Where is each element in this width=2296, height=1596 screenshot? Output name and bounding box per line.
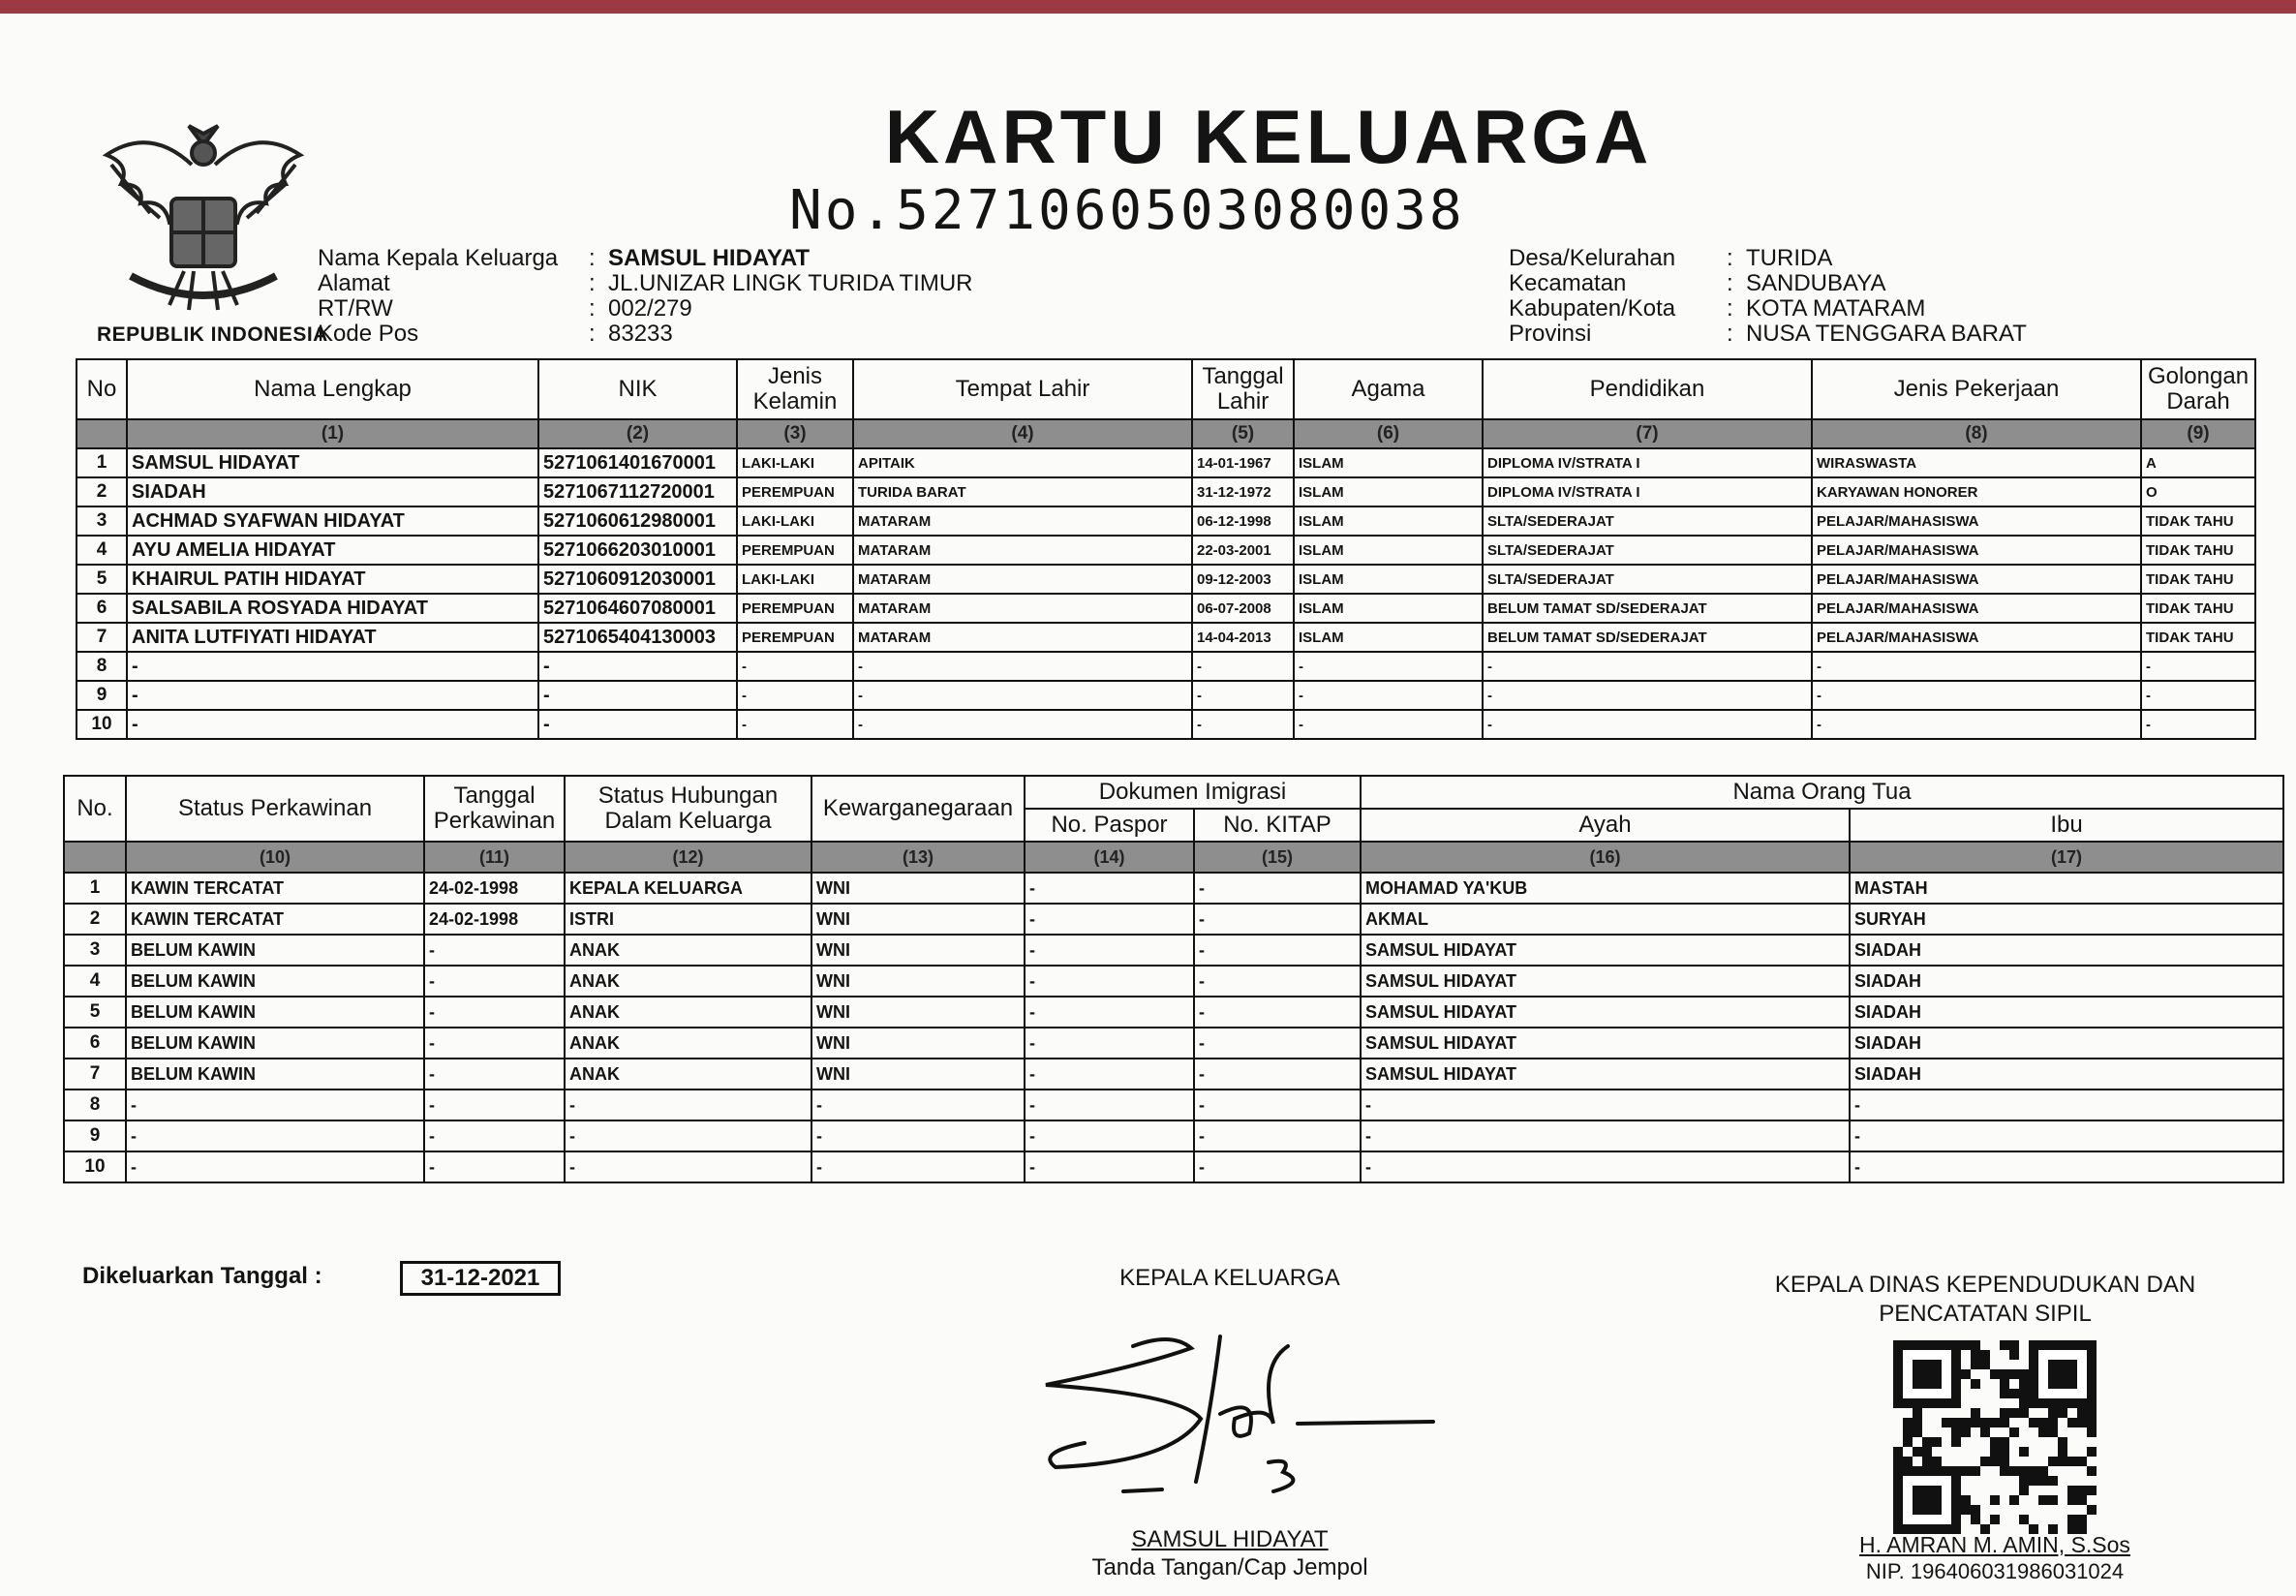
family-cell: 7 [64, 1059, 126, 1090]
member-cell: 4 [77, 536, 127, 565]
family-cell: - [1194, 1090, 1361, 1120]
family-cell: - [126, 1151, 424, 1182]
member-row [77, 681, 2255, 710]
family-cell: 6 [64, 1028, 126, 1059]
member-cell: 7 [77, 623, 127, 652]
member-cell: KHAIRUL PATIH HIDAYAT [127, 565, 538, 594]
family-cell: SAMSUL HIDAYAT [1361, 997, 1850, 1028]
family-cell: WNI [811, 966, 1025, 997]
column-number-row [77, 419, 2255, 448]
family-cell: ANAK [565, 966, 811, 997]
member-cell: SALSABILA ROSYADA HIDAYAT [127, 594, 538, 623]
member-cell: DIPLOMA IV/STRATA I [1483, 448, 1812, 477]
family-cell: - [1850, 1151, 2283, 1182]
family-cell: 5 [64, 997, 126, 1028]
member-cell: SIADAH [127, 477, 538, 506]
header-blood-type: Golongan Darah [2141, 359, 2255, 419]
header-passport-no: No. Paspor [1025, 809, 1194, 842]
family-cell: - [565, 1151, 811, 1182]
family-cell: BELUM KAWIN [126, 1028, 424, 1059]
family-cell: SIADAH [1850, 966, 2283, 997]
family-cell: SIADAH [1850, 997, 2283, 1028]
family-cell: WNI [811, 904, 1025, 935]
family-cell: - [1194, 1120, 1361, 1151]
member-cell: - [2141, 681, 2255, 710]
member-cell: ISLAM [1294, 506, 1483, 536]
family-cell: ANAK [565, 935, 811, 966]
family-cell: ANAK [565, 997, 811, 1028]
family-row [64, 1090, 2283, 1120]
family-cell: 8 [64, 1090, 126, 1120]
col-number: (8) [1812, 419, 2141, 448]
member-cell: MATARAM [853, 594, 1192, 623]
member-cell: 8 [77, 652, 127, 681]
member-cell: - [1483, 681, 1812, 710]
member-cell: 6 [77, 594, 127, 623]
member-cell: MATARAM [853, 565, 1192, 594]
address-value: JL.UNIZAR LINGK TURIDA TIMUR [608, 270, 973, 296]
family-cell: - [1194, 1151, 1361, 1182]
family-cell: 10 [64, 1151, 126, 1182]
member-cell: SLTA/SEDERAJAT [1483, 506, 1812, 536]
header-occupation: Jenis Pekerjaan [1812, 359, 2141, 419]
member-cell: ISLAM [1294, 594, 1483, 623]
member-cell: 22-03-2001 [1192, 536, 1294, 565]
family-row [64, 1120, 2283, 1151]
member-cell: - [1812, 652, 2141, 681]
member-cell: - [127, 652, 538, 681]
col-number: (7) [1483, 419, 1812, 448]
family-cell: MOHAMAD YA'KUB [1361, 873, 1850, 904]
member-cell: ISLAM [1294, 448, 1483, 477]
family-cell: - [126, 1120, 424, 1151]
col-number: (12) [565, 842, 811, 873]
family-cell: ANAK [565, 1059, 811, 1090]
header-education: Pendidikan [1483, 359, 1812, 419]
member-cell: - [1294, 681, 1483, 710]
family-cell: SIADAH [1850, 1059, 2283, 1090]
postal-code-value: 83233 [608, 321, 673, 347]
member-cell: ISLAM [1294, 565, 1483, 594]
member-cell: TURIDA BARAT [853, 477, 1192, 506]
province-label: Provinsi [1509, 321, 1592, 347]
family-row [64, 966, 2283, 997]
col-number: (5) [1192, 419, 1294, 448]
family-cell: - [1025, 997, 1194, 1028]
family-cell: - [1361, 1151, 1850, 1182]
col-number: (9) [2141, 419, 2255, 448]
member-row [77, 710, 2255, 739]
member-cell: PELAJAR/MAHASISWA [1812, 623, 2141, 652]
document-title: KARTU KELUARGA [884, 94, 1653, 179]
civil-registry-title-line2: PENCATATAN SIPIL [1879, 1301, 2092, 1327]
member-cell: TIDAK TAHU [2141, 536, 2255, 565]
member-row [77, 623, 2255, 652]
member-cell: ISLAM [1294, 477, 1483, 506]
column-number-row [64, 842, 2283, 873]
member-cell: - [538, 681, 737, 710]
family-cell: ANAK [565, 1028, 811, 1059]
family-cell: - [565, 1090, 811, 1120]
member-cell: - [2141, 710, 2255, 739]
family-cell: - [424, 966, 565, 997]
member-cell: PELAJAR/MAHASISWA [1812, 565, 2141, 594]
member-cell: - [737, 681, 853, 710]
member-cell: 5271067112720001 [538, 477, 737, 506]
member-cell: 9 [77, 681, 127, 710]
member-cell: PEREMPUAN [737, 477, 853, 506]
member-cell: - [1812, 681, 2141, 710]
member-cell: TIDAK TAHU [2141, 506, 2255, 536]
member-cell: TIDAK TAHU [2141, 623, 2255, 652]
member-cell: BELUM TAMAT SD/SEDERAJAT [1483, 594, 1812, 623]
province-value: NUSA TENGGARA BARAT [1746, 321, 2027, 347]
col-number: (1) [127, 419, 538, 448]
member-cell: 14-01-1967 [1192, 448, 1294, 477]
family-cell: SURYAH [1850, 904, 2283, 935]
member-cell: APITAIK [853, 448, 1192, 477]
member-cell: ANITA LUTFIYATI HIDAYAT [127, 623, 538, 652]
header-no: No. [64, 776, 126, 842]
header-mother: Ibu [1850, 809, 2283, 842]
garuda-emblem-icon [92, 107, 315, 329]
col-number [64, 842, 126, 873]
family-cell: WNI [811, 935, 1025, 966]
family-cell: SIADAH [1850, 935, 2283, 966]
member-cell: 06-07-2008 [1192, 594, 1294, 623]
member-cell: PELAJAR/MAHASISWA [1812, 506, 2141, 536]
family-cell: - [1194, 997, 1361, 1028]
family-cell: 24-02-1998 [424, 873, 565, 904]
member-cell: LAKI-LAKI [737, 506, 853, 536]
family-card-number: No.5271060503080038 [789, 179, 1465, 242]
family-cell: 9 [64, 1120, 126, 1151]
family-cell: BELUM KAWIN [126, 997, 424, 1028]
col-number [77, 419, 127, 448]
member-cell: 3 [77, 506, 127, 536]
head-of-family-label: Nama Kepala Keluarga [318, 245, 559, 271]
family-cell: - [1194, 1059, 1361, 1090]
col-number: (6) [1294, 419, 1483, 448]
handwritten-signature [1026, 1327, 1462, 1520]
header-birthdate: Tanggal Lahir [1192, 359, 1294, 419]
header-kitap-no: No. KITAP [1194, 809, 1361, 842]
member-cell: - [1294, 652, 1483, 681]
district-value: SANDUBAYA [1746, 270, 1886, 296]
family-cell: - [1850, 1120, 2283, 1151]
member-cell: - [127, 681, 538, 710]
member-cell: SLTA/SEDERAJAT [1483, 536, 1812, 565]
member-cell: - [127, 710, 538, 739]
member-cell: - [853, 710, 1192, 739]
member-cell: 5271061401670001 [538, 448, 737, 477]
member-cell: PEREMPUAN [737, 536, 853, 565]
member-cell: KARYAWAN HONORER [1812, 477, 2141, 506]
family-cell: - [424, 1028, 565, 1059]
family-cell: KEPALA KELUARGA [565, 873, 811, 904]
header-family-relation: Status Hubungan Dalam Keluarga [565, 776, 811, 842]
col-number: (4) [853, 419, 1192, 448]
header-father: Ayah [1361, 809, 1850, 842]
civil-registry-head-title [1743, 1271, 2227, 1329]
family-row [64, 997, 2283, 1028]
household-info-right: Desa/Kelurahan : TURIDA Kecamatan : SANDUBAYA Kabupaten/Kota : KOTA MATARAM Provinsi : NUSA TENGGARA BARAT [1509, 245, 2027, 347]
family-cell: - [1025, 1028, 1194, 1059]
issued-date-value: 31-12-2021 [400, 1261, 561, 1296]
village-value: TURIDA [1746, 245, 1833, 271]
family-cell: - [1025, 1090, 1194, 1120]
member-cell: PELAJAR/MAHASISWA [1812, 594, 2141, 623]
head-of-family-title: KEPALA KELUARGA [1119, 1265, 1340, 1291]
member-cell: - [1294, 710, 1483, 739]
member-cell: PEREMPUAN [737, 623, 853, 652]
member-cell: - [1812, 710, 2141, 739]
member-cell: ISLAM [1294, 623, 1483, 652]
family-cell: - [1850, 1090, 2283, 1120]
family-cell: - [1194, 966, 1361, 997]
family-cell: - [1025, 1120, 1194, 1151]
member-cell: MATARAM [853, 506, 1192, 536]
city-value: KOTA MATARAM [1746, 295, 1926, 322]
address-label: Alamat [318, 270, 390, 296]
issued-date-label: Dikeluarkan Tanggal : [82, 1263, 322, 1289]
member-cell: - [538, 710, 737, 739]
col-number: (14) [1025, 842, 1194, 873]
members-family-table [63, 775, 2284, 1183]
member-cell: - [1483, 710, 1812, 739]
family-cell: 4 [64, 966, 126, 997]
header-full-name: Nama Lengkap [127, 359, 538, 419]
member-cell: 09-12-2003 [1192, 565, 1294, 594]
member-cell: 14-04-2013 [1192, 623, 1294, 652]
family-cell: WNI [811, 1059, 1025, 1090]
member-cell: 2 [77, 477, 127, 506]
family-cell: ISTRI [565, 904, 811, 935]
family-cell: - [424, 1120, 565, 1151]
family-cell: - [1194, 1028, 1361, 1059]
qr-code-icon [1893, 1340, 2097, 1534]
header-marital-status: Status Perkawinan [126, 776, 424, 842]
member-cell: - [1192, 681, 1294, 710]
header-no: No [77, 359, 127, 419]
header-nik: NIK [538, 359, 737, 419]
header-immigration-docs: Dokumen Imigrasi [1025, 776, 1361, 809]
member-cell: - [737, 652, 853, 681]
family-cell: - [126, 1090, 424, 1120]
col-number: (11) [424, 842, 565, 873]
member-cell: 06-12-1998 [1192, 506, 1294, 536]
family-cell: - [1025, 904, 1194, 935]
member-row [77, 565, 2255, 594]
col-number: (13) [811, 842, 1025, 873]
family-row [64, 935, 2283, 966]
family-cell: WNI [811, 1028, 1025, 1059]
family-cell: - [424, 1151, 565, 1182]
member-cell: LAKI-LAKI [737, 448, 853, 477]
member-row [77, 477, 2255, 506]
city-label: Kabupaten/Kota [1509, 295, 1676, 322]
member-cell: PELAJAR/MAHASISWA [1812, 536, 2141, 565]
civil-registry-head-name: H. AMRAN M. AMIN, S.Sos [1859, 1532, 2130, 1557]
family-cell: SAMSUL HIDAYAT [1361, 1059, 1850, 1090]
header-citizenship: Kewarganegaraan [811, 776, 1025, 842]
member-cell: BELUM TAMAT SD/SEDERAJAT [1483, 623, 1812, 652]
family-cell: 3 [64, 935, 126, 966]
family-cell: 1 [64, 873, 126, 904]
col-number: (17) [1850, 842, 2283, 873]
family-cell: - [424, 1090, 565, 1120]
header-gender: Jenis Kelamin [737, 359, 853, 419]
family-cell: WNI [811, 873, 1025, 904]
family-cell: - [1025, 1151, 1194, 1182]
family-cell: BELUM KAWIN [126, 1059, 424, 1090]
member-cell: - [538, 652, 737, 681]
member-cell: TIDAK TAHU [2141, 594, 2255, 623]
member-cell: - [1483, 652, 1812, 681]
member-cell: - [853, 681, 1192, 710]
family-cell: SAMSUL HIDAYAT [1361, 1028, 1850, 1059]
family-cell: - [1361, 1120, 1850, 1151]
member-cell: ISLAM [1294, 536, 1483, 565]
civil-registry-title-line1: KEPALA DINAS KEPENDUDUKAN DAN [1774, 1272, 2196, 1298]
member-cell: A [2141, 448, 2255, 477]
family-cell: KAWIN TERCATAT [126, 873, 424, 904]
col-number: (15) [1194, 842, 1361, 873]
member-row [77, 594, 2255, 623]
header-parents: Nama Orang Tua [1361, 776, 2283, 809]
col-number: (16) [1361, 842, 1850, 873]
member-cell: AYU AMELIA HIDAYAT [127, 536, 538, 565]
family-cell: - [1025, 966, 1194, 997]
family-cell: AKMAL [1361, 904, 1850, 935]
header-religion: Agama [1294, 359, 1483, 419]
family-row [64, 1059, 2283, 1090]
family-cell: - [811, 1090, 1025, 1120]
col-number: (3) [737, 419, 853, 448]
family-cell: - [1194, 904, 1361, 935]
member-row [77, 448, 2255, 477]
family-cell: - [424, 1059, 565, 1090]
family-cell: - [565, 1120, 811, 1151]
family-cell: SIADAH [1850, 1028, 2283, 1059]
member-cell: DIPLOMA IV/STRATA I [1483, 477, 1812, 506]
member-cell: MATARAM [853, 536, 1192, 565]
rt-rw-label: RT/RW [318, 295, 393, 322]
civil-registry-head-nip: NIP. 196406031986031024 [1865, 1559, 2125, 1583]
family-cell: BELUM KAWIN [126, 966, 424, 997]
family-row [64, 904, 2283, 935]
head-of-family-value: SAMSUL HIDAYAT [608, 245, 811, 271]
village-label: Desa/Kelurahan [1509, 245, 1676, 271]
family-cell: MASTAH [1850, 873, 2283, 904]
postal-code-label: Kode Pos [318, 321, 419, 347]
member-cell: - [737, 710, 853, 739]
family-cell: - [811, 1151, 1025, 1182]
family-cell: - [424, 935, 565, 966]
member-cell: 1 [77, 448, 127, 477]
member-cell: O [2141, 477, 2255, 506]
family-row [64, 1028, 2283, 1059]
header-birthplace: Tempat Lahir [853, 359, 1192, 419]
col-number: (2) [538, 419, 737, 448]
member-cell: WIRASWASTA [1812, 448, 2141, 477]
member-cell: 5271066203010001 [538, 536, 737, 565]
member-cell: SAMSUL HIDAYAT [127, 448, 538, 477]
member-cell: - [1192, 652, 1294, 681]
member-cell: - [2141, 652, 2255, 681]
member-cell: 31-12-1972 [1192, 477, 1294, 506]
member-cell: 5271065404130003 [538, 623, 737, 652]
family-cell: - [1025, 1059, 1194, 1090]
member-cell: ACHMAD SYAFWAN HIDAYAT [127, 506, 538, 536]
member-row [77, 506, 2255, 536]
family-cell: - [1025, 935, 1194, 966]
member-cell: 5271060912030001 [538, 565, 737, 594]
family-cell: 2 [64, 904, 126, 935]
family-cell: WNI [811, 997, 1025, 1028]
district-label: Kecamatan [1509, 270, 1627, 296]
rt-rw-value: 002/279 [608, 295, 692, 322]
member-cell: PEREMPUAN [737, 594, 853, 623]
family-cell: - [1361, 1090, 1850, 1120]
family-row [64, 1151, 2283, 1182]
col-number: (10) [126, 842, 424, 873]
member-cell: MATARAM [853, 623, 1192, 652]
member-cell: TIDAK TAHU [2141, 565, 2255, 594]
header-marriage-date: Tanggal Perkawinan [424, 776, 565, 842]
family-row [64, 873, 2283, 904]
member-row [77, 652, 2255, 681]
members-identity-table [76, 358, 2256, 740]
member-cell: 5271060612980001 [538, 506, 737, 536]
family-cell: SAMSUL HIDAYAT [1361, 966, 1850, 997]
head-of-family-name: SAMSUL HIDAYAT [1131, 1526, 1329, 1552]
member-cell: 5271064607080001 [538, 594, 737, 623]
household-info-left: Nama Kepala Keluarga : SAMSUL HIDAYAT Alamat : JL.UNIZAR LINGK TURIDA TIMUR RT/RW : 002/279 Kode Pos : 83233 [318, 245, 973, 347]
member-cell: LAKI-LAKI [737, 565, 853, 594]
family-cell: - [424, 997, 565, 1028]
member-cell: SLTA/SEDERAJAT [1483, 565, 1812, 594]
member-row [77, 536, 2255, 565]
emblem-caption: REPUBLIK INDONESIA [97, 323, 328, 346]
member-cell: 5 [77, 565, 127, 594]
family-cell: - [1194, 873, 1361, 904]
family-cell: BELUM KAWIN [126, 935, 424, 966]
family-cell: SAMSUL HIDAYAT [1361, 935, 1850, 966]
signature-caption: Tanda Tangan/Cap Jempol [1091, 1554, 1368, 1581]
family-cell: KAWIN TERCATAT [126, 904, 424, 935]
family-cell: - [1025, 873, 1194, 904]
family-cell: - [1194, 935, 1361, 966]
member-cell: 10 [77, 710, 127, 739]
family-cell: - [811, 1120, 1025, 1151]
member-cell: - [853, 652, 1192, 681]
family-cell: 24-02-1998 [424, 904, 565, 935]
member-cell: - [1192, 710, 1294, 739]
